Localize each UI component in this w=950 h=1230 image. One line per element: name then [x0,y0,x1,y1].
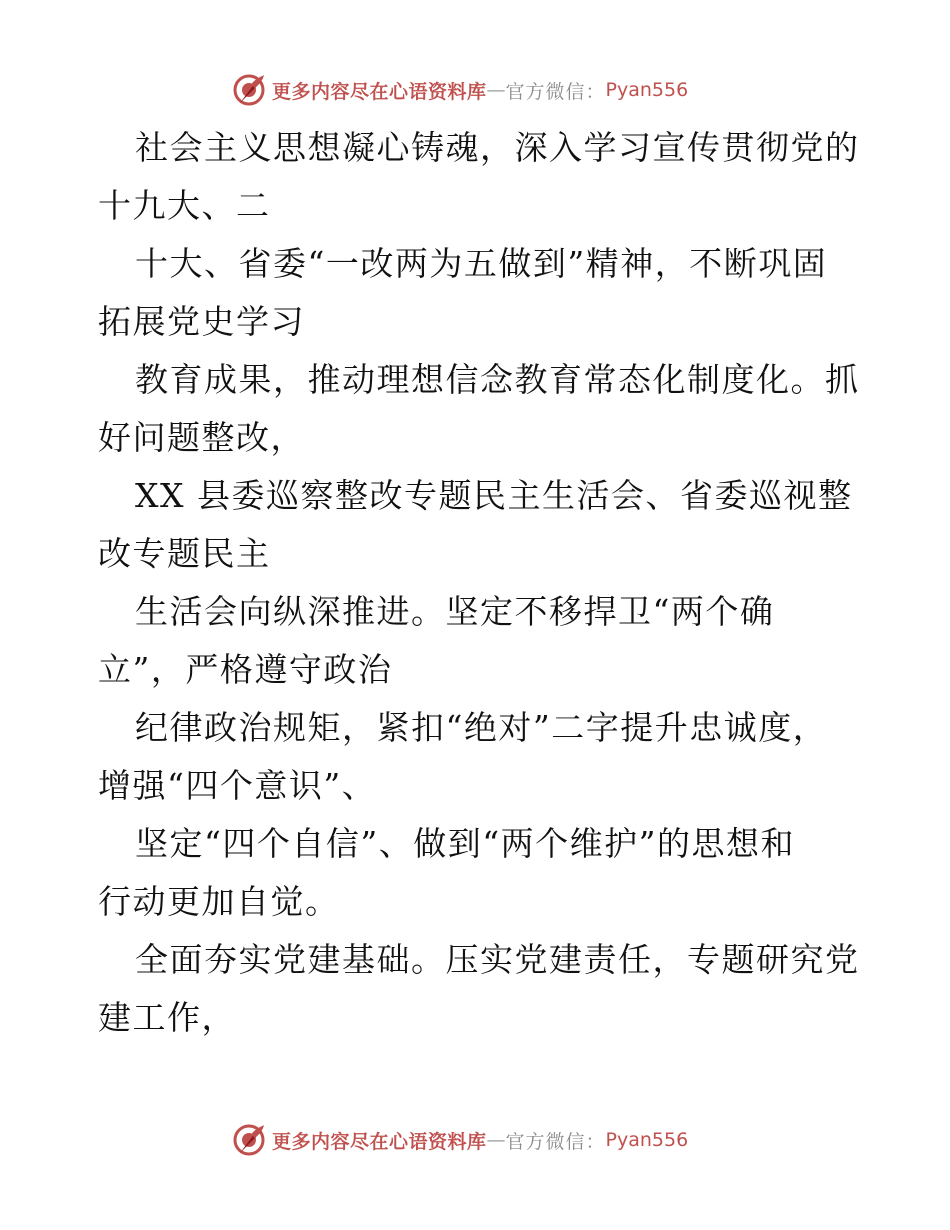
text-line: 坚定“四个自信”、做到“两个维护”的思想和 [135,824,795,863]
footer-watermark [232,1122,688,1158]
header-watermark [232,72,688,108]
text-line: 生活会向纵深推进。坚定不移捍卫“两个确 [135,592,775,631]
text-line: 社会主义思想凝心铸魂，深入学习宣传贯彻党的 [135,128,860,167]
text-line: 立”，严格遵守政治 [98,650,393,689]
text-line: 全面夯实党建基础。压实党建责任，专题研究党 [135,940,860,979]
watermark-wechat-id: Pyan556 [605,1129,689,1151]
text-line: 十九大、二 [98,186,271,225]
text-line: 十大、省委“一改两为五做到”精神，不断巩固 [135,244,828,283]
watermark-main-text: 更多内容尽在心语资料库 [272,1130,487,1153]
text-line: 纪律政治规矩，紧扣“绝对”二字提升忠诚度， [135,708,828,747]
text-line: 教育成果，推动理想信念教育常态化制度化。抓 [135,360,860,399]
watermark-dash: — [486,79,506,101]
watermark-label: 官方微信： [505,80,606,103]
watermark-wechat-id: Pyan556 [605,79,689,101]
text-line: 拓展党史学习 [98,302,305,341]
text-line: 行动更加自觉。 [98,882,340,921]
watermark-dash: — [486,1129,506,1151]
text-line: 建工作， [98,998,236,1037]
quill-logo-icon [232,73,266,107]
quill-logo-icon [232,1123,266,1157]
text-line: 好问题整改， [98,418,305,457]
text-line: XX 县委巡察整改专题民主生活会、省委巡视整 [135,476,853,515]
watermark-main-text: 更多内容尽在心语资料库 [272,80,487,103]
text-line: 增强“四个意识”、 [98,766,377,805]
watermark-label: 官方微信： [505,1130,606,1153]
text-line: 改专题民主 [98,534,271,573]
